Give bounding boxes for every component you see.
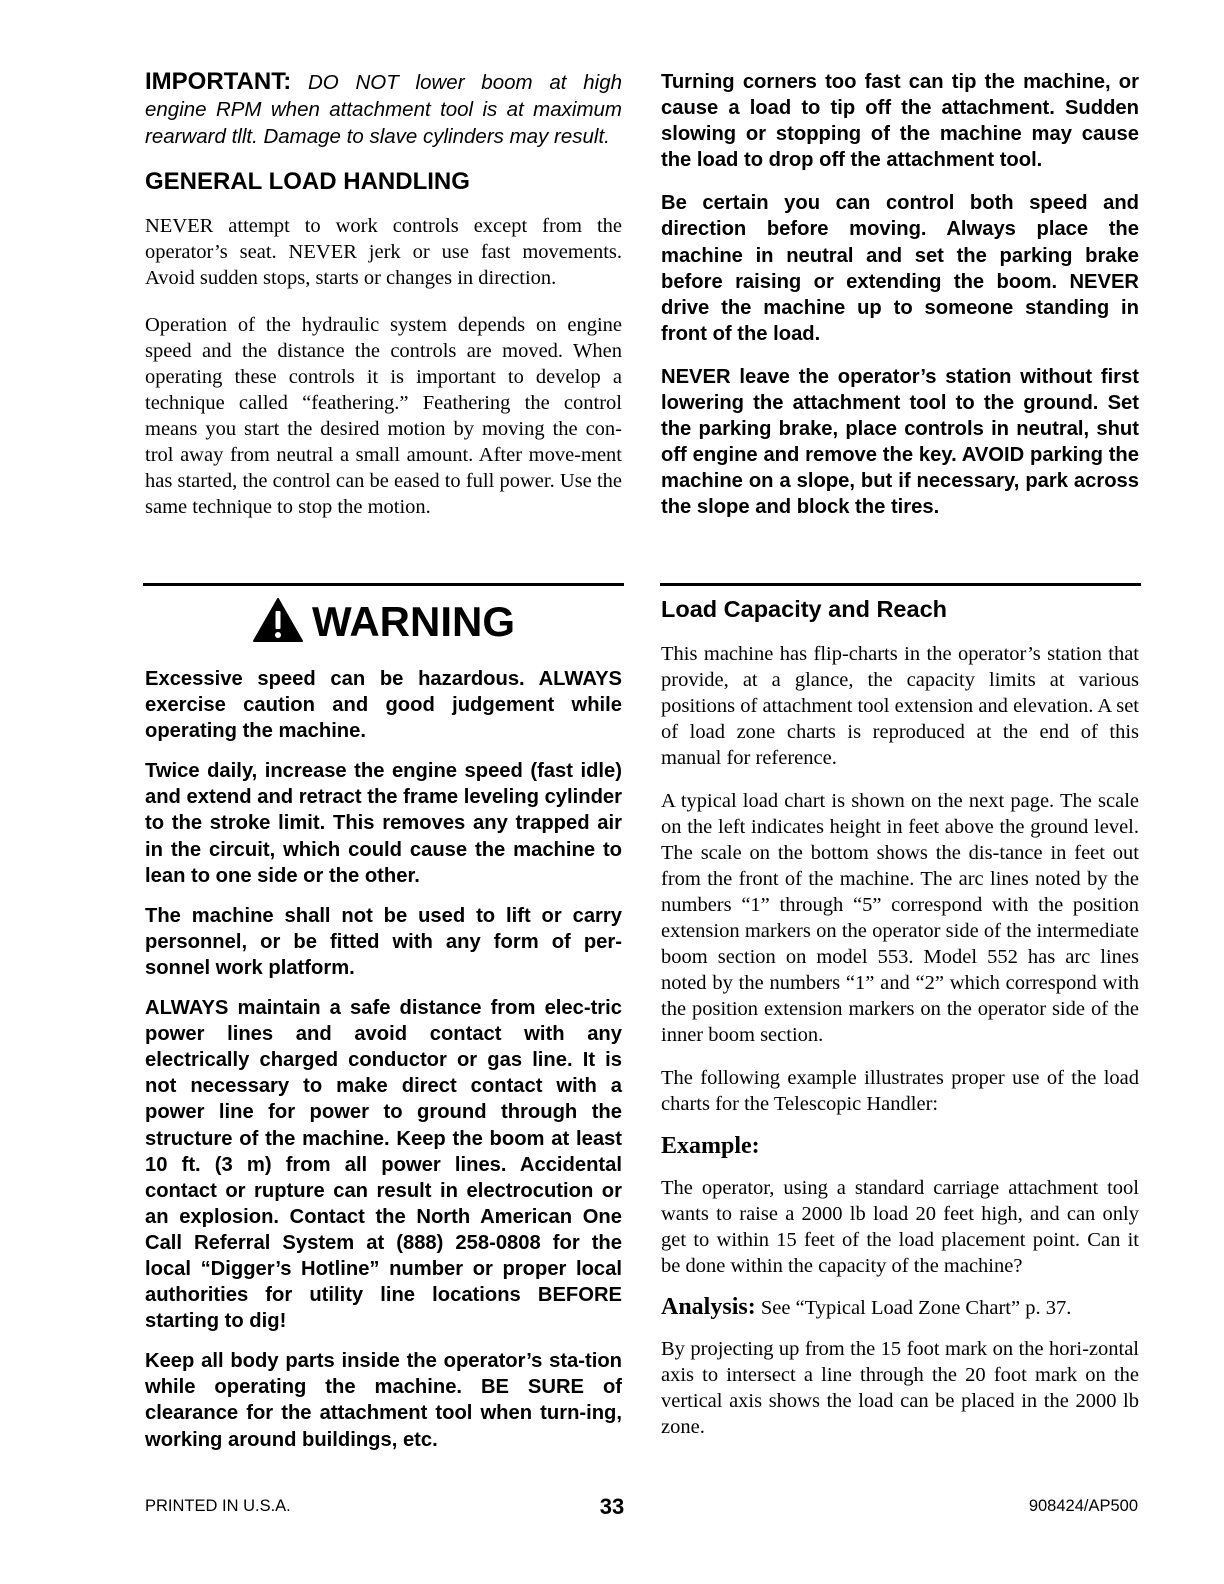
warning-list-left — [145, 666, 622, 1453]
footer-printed: PRINTED IN U.S.A. — [145, 1497, 291, 1515]
divider-rule — [143, 583, 624, 586]
paragraph: By projecting up from the 15 foot mark on the hori-zontal axis to intersect a line through the 20 foot mark on the vertical axis shows the load can be placed in the 2000 lb zone. — [661, 1338, 1139, 1438]
important-note — [145, 68, 622, 150]
warning-paragraph: Keep all body parts inside the operator’s sta-tion while operating the machine. BE SURE of clearance for the attachment tool when turn-ing, working around buildings, etc. — [145, 1350, 622, 1451]
analysis-text: See “Typical Load Zone Chart” p. 37. — [755, 1297, 1072, 1319]
section-title-general-load-handling: GENERAL LOAD HANDLING — [145, 168, 470, 195]
warning-header — [145, 594, 622, 650]
paragraph: This machine has flip-charts in the operator’s station that provide, at a glance, the capacity limits at various positions of attachment tool extension and elevation. A set of load zone charts is reproduced at the end of this manual for reference. — [661, 643, 1139, 769]
paragraph: The following example illustrates proper use of the load charts for the Telescopic Handler: — [661, 1067, 1139, 1115]
example-heading: Example: — [661, 1133, 760, 1159]
divider-rule — [660, 583, 1141, 586]
warning-paragraph: Be certain you can control both speed and direction before moving. Always place the machine in neutral and set the parking brake before raising or extending the boom. NEVER drive the machine up to someone standing in front of the load. — [661, 192, 1139, 345]
warning-title: WARNING — [312, 598, 515, 645]
analysis-line — [661, 1294, 1139, 1321]
warning-paragraph: NEVER leave the operator’s station without first lowering the attachment tool to the ground. Set the parking brake, place controls in neutral, shut off engine and remove the key. AVOID parking the machine on a slope, but if necessary, park across the slope and block the tires. — [661, 365, 1139, 519]
example-text: The operator, using a standard carriage attachment tool wants to raise a 2000 lb load 20 feet high, and can only get to within 15 feet of the load placement point. Can it be done within the capacity of the machine? — [661, 1177, 1139, 1277]
left-column — [145, 66, 622, 520]
important-label: IMPORTANT: — [145, 68, 292, 95]
paragraph: NEVER attempt to work controls except from the operator’s seat. NEVER jerk or use fast movements. Avoid sudden stops, starts or changes in direction. — [145, 215, 622, 289]
warning-paragraph: Twice daily, increase the engine speed (fast idle) and extend and retract the frame leveling cylinder to the stroke limit. This removes any trapped air in the circuit, which could cause the machine to lean to one side or the other. — [145, 760, 622, 887]
warning-paragraph: Excessive speed can be hazardous. ALWAYS exercise caution and good judgement while operating the machine. — [145, 668, 622, 743]
warning-triangle-icon — [252, 597, 304, 648]
paragraph: A typical load chart is shown on the next page. The scale on the left indicates height in feet above the ground level. The scale on the bottom shows the dis-tance in feet out from the front of the machine. The arc lines noted by the numbers “1” through “5” correspond with the position extension markers on the operator side of the intermediate boom section on model 553. Model 552 has arc lines noted by the numbers “1” and “2” which correspond with the position extension markers on the operator side of the inner boom section. — [661, 790, 1139, 1046]
warning-paragraph: The machine shall not be used to lift or carry personnel, or be fitted with any form of per-sonnel work platform. — [145, 904, 622, 979]
analysis-label: Analysis: — [661, 1294, 756, 1320]
footer-doc-id: 908424/AP500 — [1028, 1497, 1138, 1515]
load-capacity-section — [661, 592, 1139, 1440]
page-number: 33 — [599, 1494, 625, 1519]
paragraph: Operation of the hydraulic system depends on engine speed and the distance the controls are moved. When operating these controls it is important to develop a technique called “feathering.” Feathering the control means you start the desired motion by moving the con-trol away from neutral a small amount. After move-ment has started, the control can be eased to full power. Use the same technique to stop the motion. — [145, 314, 622, 518]
warning-paragraph: ALWAYS maintain a safe distance from elec-tric power lines and avoid contact with any electrically charged conductor or gas line. It is not necessary to make direct contact with a power line for power to ground through the structure of the machine. Keep the boom at least 10 ft. (3 m) from all power lines. Accidental contact or rupture can result in electrocution or an explosion. Contact the North American One Call Referral System at (888) 258-0808 for the local “Digger’s Hotline” number or proper local authorities for utility line locations BEFORE starting to dig! — [145, 997, 622, 1333]
section-title-load-capacity: Load Capacity and Reach — [661, 596, 947, 622]
warning-paragraph: Turning corners too fast can tip the machine, or cause a load to tip off the attachment. Sudden slowing or stopping of the machine may cause the load to drop off the attachment tool. — [661, 71, 1139, 172]
important-text: DO NOT lower boom at high engine RPM when attachment tool is at maximum rearward tllt. Damage to slave cylinders may result. — [145, 71, 622, 148]
right-column — [661, 69, 1139, 521]
